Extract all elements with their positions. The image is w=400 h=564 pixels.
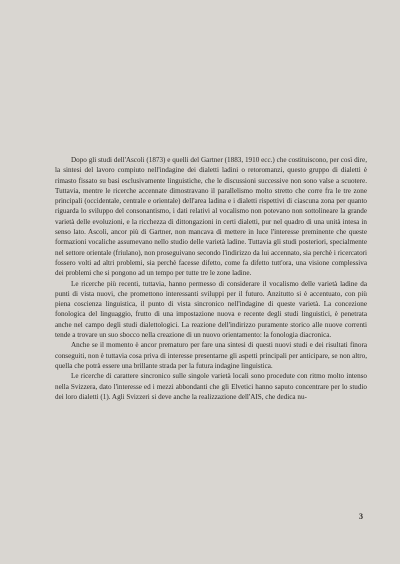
paragraph-2: Le ricerche più recenti, tuttavia, hanno permesso di considerare il vocalismo delle varietà ladine da punti di vista nuovi, che promettono interessanti sviluppi per il futuro. Anzitutto si è accentuato, con più piena coscienza linguistica, il punto di vista sincronico nell'indagine di queste varietà. La concezione fonologica del linguaggio, frutto di una impostazione nuova e recente degli studi linguistici, è penetrata anche nel campo degli studi dialettologici. La reazione dell'indirizzo puramente storico alle nuove correnti tende a trovare un suo sbocco nella creazione di un nuovo orientamento: la fonologia diacronica. (55, 279, 367, 340)
paragraph-3: Anche se il momento è ancor prematuro per fare una sintesi di questi nuovi studi e dei risultati finora conseguiti, non è tuttavia cosa priva di interesse presentarne gli aspetti principali per anticipare, se non altro, quella che potrà essere una brillante strada per la futura indagine linguistica. (55, 341, 367, 370)
paragraph-4: Le ricerche di carattere sincronico sulle singole varietà locali sono procedute con ritmo molto intenso nella Svizzera, dato l'interesse ed i mezzi abbondanti che gli Elvetici hanno saputo concentrare per lo studio dei loro dialetti (1). Agli Svizzeri si deve anche la realizzazione dell'AIS, che dedica nu- (55, 372, 367, 401)
paragraph-1: Dopo gli studi dell'Ascoli (1873) e quelli del Gartner (1883, 1910 ecc.) che costituiscono, per così dire, la sintesi del lavoro compiuto nell'indagine dei dialetti ladini o retoromanzi, questo gruppo di dialetti è rimasto fissato su basi esclusivamente linguistiche, che le discussioni successive non sono valse a scuotere. Tuttavia, mentre le ricerche accennate dimostravano il parallelismo molto stretto che corre fra le tre zone principali (occidentale, centrale e orientale) dell'area ladina e i dialetti rispettivi di ciascuna zona per quanto riguarda lo sviluppo del consonantismo, i dati relativi al vocalismo non potevano non sottolineare la grande varietà delle evoluzioni, e la ricchezza di dittongazioni in certi dialetti, pur nel quadro di una unità intesa in senso lato. Ascoli, ancor più di Gartner, non mancava di mettere in luce l'interesse preminente che queste formazioni vocaliche assumevano nello studio delle varietà ladine. Tuttavia gli studi posteriori, specialmente nel settore orientale (friulano), non proseguivano secondo l'indirizzo da lui accennato, sia perchè i ricercatori fossero volti ad altri problemi, sia perchè facesse difetto, come fa difetto tutt'ora, una visione complessiva dei problemi che si pongono ad un tempo per tutte tre le zone ladine. (55, 156, 367, 278)
page-number: 3 (359, 512, 363, 521)
body-text (55, 155, 367, 402)
